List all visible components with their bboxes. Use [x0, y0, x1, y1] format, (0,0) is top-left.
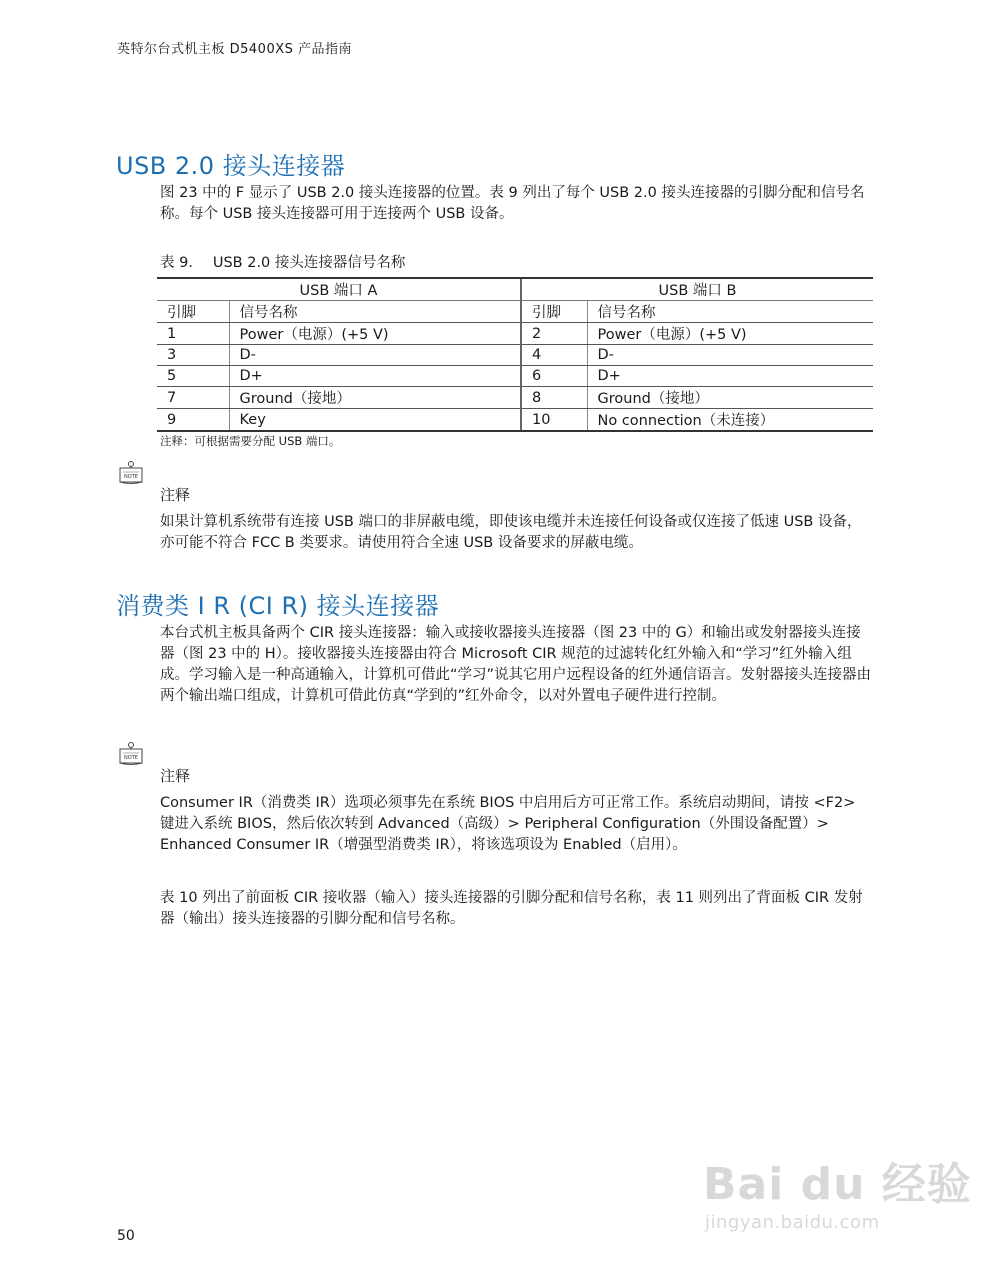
- signal-cell: D+: [587, 366, 873, 387]
- signal-cell: D-: [229, 345, 521, 366]
- table-port-header-row: [157, 278, 873, 301]
- section-heading-usb: USB 2.0 接头连接器: [116, 152, 346, 180]
- table-caption-title: USB 2.0 接头连接器信号名称: [212, 255, 406, 271]
- col-pin-header: 引脚: [157, 301, 229, 323]
- table-caption-number: 表 9．: [160, 255, 203, 271]
- usb-signal-table: [157, 277, 873, 432]
- note-body: 如果计算机系统带有连接 USB 端口的非屏蔽电缆，即使该电缆并未连接任何设备或仅连接了低速 USB 设备，亦可能不符合 FCC B 类要求。请使用符合全速 USB 设备要求的屏蔽电缆。: [160, 514, 862, 551]
- pin-cell: 2: [521, 323, 587, 345]
- watermark-logo: Bai du 经验: [703, 1159, 972, 1210]
- svg-text:NOTE: NOTE: [124, 755, 138, 761]
- note-title: 注释: [160, 486, 191, 504]
- pin-cell: 5: [157, 366, 229, 387]
- closing-paragraph: 表 10 列出了前面板 CIR 接收器（输入）接头连接器的引脚分配和信号名称，表 11 则列出了背面板 CIR 发射器（输出）接头连接器的引脚分配和信号名称。: [160, 890, 863, 927]
- svg-text:NOTE: NOTE: [124, 474, 138, 480]
- col-pin-header: 引脚: [521, 301, 587, 323]
- pin-cell: 9: [157, 409, 229, 432]
- col-signal-header: 信号名称: [587, 301, 873, 323]
- watermark-url: jingyan.baidu.com: [705, 1212, 880, 1233]
- page-number: 50: [117, 1228, 135, 1244]
- table-row: [157, 345, 873, 366]
- pin-cell: 7: [157, 387, 229, 409]
- table-caption: [160, 251, 415, 272]
- port-a-header: USB 端口 A: [157, 278, 521, 301]
- note-icon: [117, 741, 145, 767]
- table-row: [157, 366, 873, 387]
- signal-cell: D-: [587, 345, 873, 366]
- col-signal-header: 信号名称: [229, 301, 521, 323]
- watermark: [703, 1148, 972, 1233]
- note-body: Consumer IR（消费类 IR）选项必须事先在系统 BIOS 中启用后方可正常工作。系统启动期间，请按 <F2> 键进入系统 BIOS，然后依次转到 Advanced（高级）> Peripheral Configuration（外围设备配置）> Enhanced Consumer IR（增强型消费类 IR），将该选项设为 Enabled（启用）。: [160, 795, 856, 853]
- running-header: 英特尔台式机主板 D5400XS 产品指南: [117, 42, 353, 57]
- pin-cell: 3: [157, 345, 229, 366]
- table-column-header-row: [157, 301, 873, 323]
- signal-cell: Ground（接地）: [587, 387, 873, 409]
- signal-cell: Power（电源）(+5 V): [587, 323, 873, 345]
- pin-cell: 1: [157, 323, 229, 345]
- signal-cell: D+: [229, 366, 521, 387]
- table-row: [157, 409, 873, 432]
- pin-cell: 10: [521, 409, 587, 432]
- table-footnote: 注释：可根据需要分配 USB 端口。: [160, 434, 341, 448]
- table-row: [157, 323, 873, 345]
- signal-cell: No connection（未连接）: [587, 409, 873, 432]
- signal-cell: Ground（接地）: [229, 387, 521, 409]
- signal-cell: Key: [229, 409, 521, 432]
- section-heading-cir: 消费类 I R (CI R) 接头连接器: [116, 592, 440, 620]
- usb-intro-paragraph: 图 23 中的 F 显示了 USB 2.0 接头连接器的位置。表 9 列出了每个 USB 2.0 接头连接器的引脚分配和信号名称。每个 USB 接头连接器可用于连接两个 USB 设备。: [160, 185, 865, 222]
- pin-cell: 6: [521, 366, 587, 387]
- pin-cell: 8: [521, 387, 587, 409]
- cir-intro-paragraph: 本台式机主板具备两个 CIR 接头连接器：输入或接收器接头连接器（图 23 中的 G）和输出或发射器接头连接器（图 23 中的 H）。接收器接头连接器由符合 Microsoft CIR 规范的过滤转化红外输入和“学习”红外输入组成。学习输入是一种高通输入，计算机可借此“学习”说其它用户远程设备的红外通信语言。发射器接头连接器由两个输出端口组成，计算机可借此仿真“学到的”红外命令，以对外置电子硬件进行控制。: [160, 625, 872, 704]
- table-row: [157, 387, 873, 409]
- note-icon: [117, 460, 145, 486]
- note-title: 注释: [160, 767, 191, 785]
- port-b-header: USB 端口 B: [521, 278, 873, 301]
- signal-cell: Power（电源）(+5 V): [229, 323, 521, 345]
- pin-cell: 4: [521, 345, 587, 366]
